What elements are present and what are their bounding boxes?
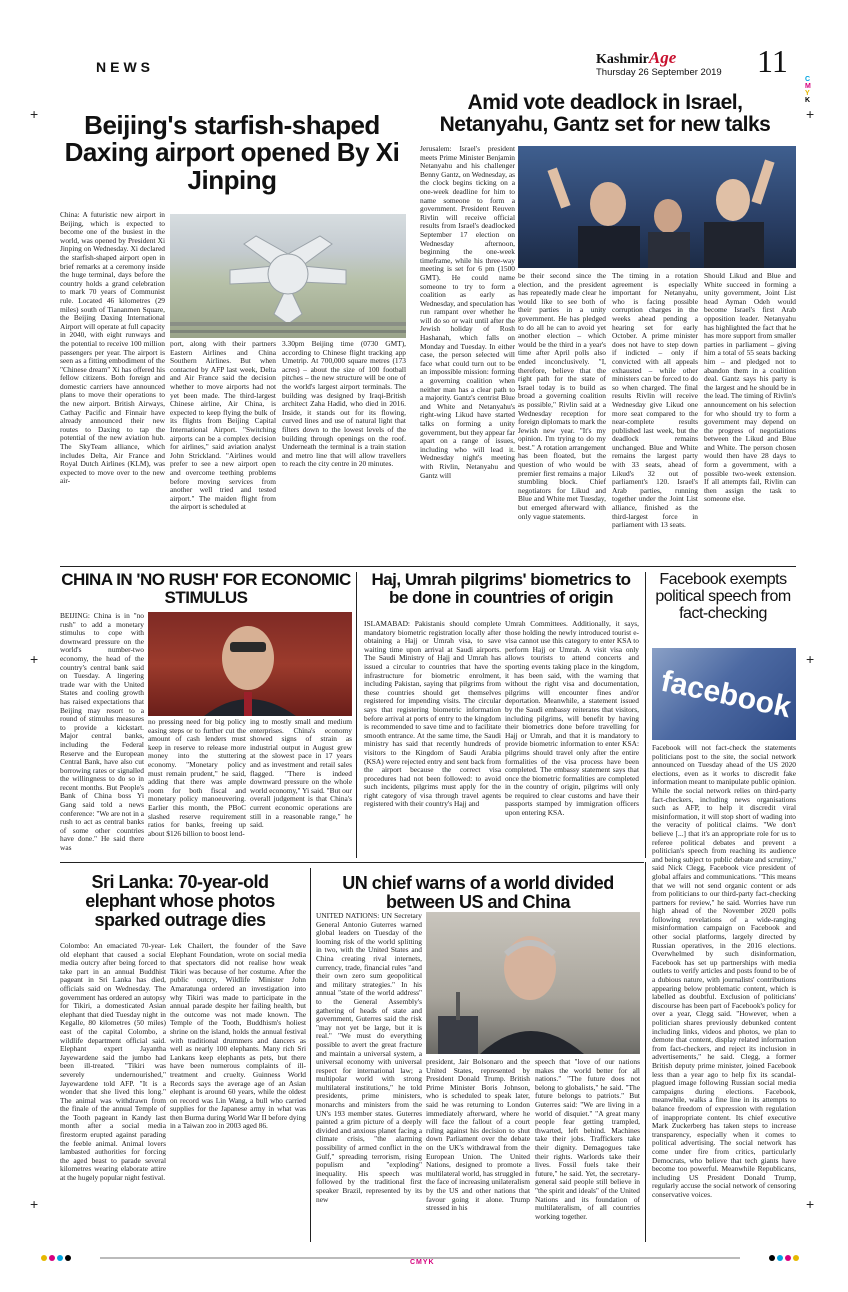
page-number: 11 (757, 43, 788, 79)
masthead-kashmir: Kashmir (596, 52, 649, 67)
israel-col-3: The timing in a rotation agreement is especially important for Netanyahu, who is facing possible corruption charges in the weeks ahead pending a hearing set for early October. A prime minister does not have to step down if indicted – only if convicted with all appeals exhausted – while other ministers can be forced to do so when charged. The final results Rivlin will receive Wednesday give Likud one more seat compared to the near-complete results published last week, but the deadlock remains unchanged. Blue and White remains the largest party with 33 seats, ahead of Likud's 32 out of parliament's 120. Israel's Arab parties, running together under the Joint List alliance, finished as the third-largest force in parliament with 13 seats. (612, 272, 698, 530)
section-label: NEWS (96, 59, 154, 75)
facebook-logo-text: facebook (658, 664, 794, 725)
facebook-logo-photo (652, 648, 796, 740)
china-col-1: BEIJING: China is in "no rush" to add a monetary stimulus to cope with downward pressure on the world's number-two economy, the head of the country's central bank said on Tuesday. A lingering trade war with the United States and cooling growth has raised expectations that Beijing may resort to a round of stimulus measures to provide a kickstart. Major central banks, including the Federal Reserve and the European Central Bank, have also cut borrowing rates or signalled the willingness to do so in recent months. But People's Bank of China boss Yi Gang said told a news conference: "We are not in a rush to act as central banks of some other countries have done." He said there was (60, 612, 144, 853)
un-guterres-photo (426, 912, 640, 1054)
china-col-3: ing to mostly small and medium enterprises. China's economy showed signs of strain as industrial output in August grew at the slowest pace in 17 years and as investment and retail sales flagged. "There is indeed downward pressure on the whole world economy," Yi said. "But our overall judgement is that China's current economic operations are still in a reasonable range," he said. (250, 718, 352, 830)
daxing-headline: Beijing's starfish-shaped Daxing airport opened By Xi Jinping (64, 110, 400, 195)
cmyk-marker-top: C M Y K (805, 76, 811, 104)
issue-date: Thursday 26 September 2019 (596, 67, 722, 78)
color-bar-footer (40, 1249, 800, 1257)
divider-vertical-1 (356, 572, 357, 858)
israel-col-2: be their second since the election, and the president has repeatedly made clear he would like to see both of their parties in a unity government. He has pledged to do all he can to avoid yet another election – which would be the third in a year's time after April polls also ended inconclusively. "I, therefore, believe that the right path for the state of Israel today is to build as broad a governing coalition as possible," Rivlin said at a Wednesday reception for foreign diplomats to mark the Jewish new year. "It's my opinion. I'm trying to do my best." A rotation arrangement has been floated, but the question of who would be premier first remains a major stumbling block. Chief negotiators for Likud and Blue and White met Tuesday, but emerged afterward with only vague statements. (518, 272, 606, 521)
srilanka-col-1: Colombo: An emaciated 70-year-old elephant that caused a social media outcry after being forced to take part in an annual Buddhist pageant in Sri Lanka has died, officials said on Wednesday. The government has ordered an autopsy for Tikiri, a domesticated Asian elephant that died Tuesday night in Kegalle, 80 kilometres (50 miles) east of the capital Colombo, a wildlife department official said. Elephant expert Jayantha Jayewardene said the jumbo had been ill-treated. "Tikiri was severely undernourished," Jayewardene told AFP. "It is a wonder that she lived this long." The animal was withdrawn from the finale of the annual Temple of the Tooth pageant in Kandy last month after a social media firestorm erupted against parading the feeble animal. Animal lovers lambasted authorities for forcing the aged beast to parade several kilometres wearing elaborate attire at the hugely popular night festival. (60, 942, 166, 1183)
divider-mid (60, 862, 644, 863)
facebook-col-1: Facebook will not fact-check the statements politicians post to the site, the social network announced on Tuesday ahead of the US 2020 elections, even as it works to discredit fake information meant to manipulate public opinion. While the social network relies on third-party fact-checkers, including news organisations such as AFP, to help it discredit viral misinformation, it will stop short of wading into the veracity of political claims. "We don't believe [...] that it's an appropriate role for us to referee political debates and prevent a politician's speech from reaching its audience and being subject to public debate and scrutiny," said Nick Clegg, Facebook vice president of global affairs and communications. "This means that we will not send organic content or ads from politicians to our third-party fact-checking partners for review," he said. Worries have run high ahead of the November 2020 polls following revelations of a wide-ranging misinformation campaign on Facebook and other social platforms, largely directed by Russian operatives, in the 2016 elections. Overwhelmed by such disinformation, Facebook has set up partnerships with media outlets to verify articles and posts found to be of a dubious nature, with journalists' contributions appearing below problematic content, which is labelled as doubtful. Exclusion of politicians' discourse has been part of Facebook's policy for over a year, Clegg said. "However, when a politician shares previously debunked content including links, videos and photos, we plan to demote that content, display related information from fact-checkers, and reject its inclusion in advertisements," he said. Clegg, a former British deputy prime minister, joined Facebook less than a year ago to help fix its scandal-plagued image following Russian social media campaigns during elections. Facebook, meanwhile, walks a fine line in its attempts to balance freedom of expression with regulation of inappropriate content. Its chief executive Mark Zuckerberg has taken steps to increase transparency, especially when it comes to political advertising. The social network has come under fire from critics, particularly Democrats, who believe that tech giants have become too powerful. Meanwhile Republicans, including US President Donald Trump, regularly accuse the social network of censoring conservative voices. (652, 744, 796, 1199)
daxing-col-1: China: A futuristic new airport in Beijing, which is expected to become one of the busiest in the world, was opened by President Xi Jinping on Wednesday. Xi declared the starfish-shaped airport open in brief remarks at a ceremony inside the huge terminal, days before the country holds a grand celebration to mark 70 years of Communist rule. Located 46 kilometres (29 miles) south of Tiananmen Square, the Beijing Daxing International Airport will operate at full capacity in 2040, with eight runways and the potential to receive 100 million passengers per year. The airport is seen as a fitting embodiment of the "Chinese dream" Xi has offered his fellow citizens. Both foreign and domestic carriers have announced plans to move their operations to the new airport. British Airways, Cathay Pacific and Finnair have already announced their new routes to Daxing to tap the potential of the new aviation hub. The SkyTeam alliance, which includes Delta, Air France and Royal Dutch Airlines (KLM), was expected to move over to the new air- (60, 211, 165, 486)
cmyk-marker-bottom: CMYK (410, 1259, 435, 1266)
registration-mark-left-bottom: + (30, 1196, 39, 1212)
registration-mark-left-top: + (30, 106, 39, 122)
divider-vertical-2 (645, 572, 646, 858)
registration-mark-left-mid: + (30, 651, 39, 667)
srilanka-headline: Sri Lanka: 70-year-old elephant whose photos sparked outrage dies (85, 872, 275, 930)
hajj-col-2: Umrah Committees. Additionally, it says, those holding the newly introduced tourist e-visa cannot use this category to enter KSA to perform Hajj or Umrah. A visit visa only allows tourists to attend concerts and sporting events taking place in the kingdom, it has been said, with the warning that without the right visa and documentation, pilgrims will encounter fines and/or deportation. Meanwhile, a statement issued by the Saudi embassy reiterates that visitors, including pilgrims, will benefit by having their biometrics done before travelling for Hajj or Umrah, and that it is mandatory to provide biometric information to enter KSA: pilgrims should travel only after the entire formalities of the visa process have been completed. The embassy statement says that once the biometric formalities are completed in the country of origin, pilgrims will only be required to clear customs and have their passports stamped by immigration officers upon entering KSA. (505, 620, 639, 818)
daxing-airport-photo (170, 214, 406, 338)
israel-col-1: Jerusalem: Israel's president meets Prime Minister Benjamin Netanyahu and his challenger Benny Gantz, on Wednesday, as the clock begins ticking on a one-week deadline for him to name someone to form a government. President Reuven Rivlin will receive official results from Israel's deadlocked September 17 election on Wednesday afternoon, beginning the one-week timeframe, while his three-way meeting is set for 6 pm (1500 GMT). He could name someone to try to form a coalition as early as Wednesday, and speculation has run rampant over whether he will do so or wait until after the Jewish holiday of Rosh Hashanah, which falls on Monday and Tuesday. In either case, the person selected will face what could turn out to be an impossible mission: forming a governing coalition when neither man has a clear path to a majority. Gantz's centrist Blue and White and Netanyahu's right-wing Likud have started talks on forming a unity government, but they appear far apart on a range of issues, including who will lead it. Wednesday night's meeting with Rivlin, Netanyahu and Gantz will (420, 145, 515, 480)
israel-headline: Amid vote deadlock in Israel, Netanyahu, Gantz set for new talks (439, 91, 771, 137)
un-headline: UN chief warns of a world divided between US and China (342, 873, 614, 912)
divider-vertical-3 (645, 862, 646, 1242)
daxing-col-3: 3.30pm Beijing time (0730 GMT), according to Chinese flight tracking app Umetrip. At 700,000 square metres (173 acres) – about the size of 100 football pitches – the new structure will be one of the world's largest airport terminals. The building was designed by Iraqi-British architect Zaha Hadid, who died in 2016. Inside, it stands out for its flowing, curved lines and use of natural light that filters down to the lowest levels of the building through openings on the roof. Underneath the terminal is a train station and metro line that will allow travellers to reach the city centre in 20 minutes. (282, 340, 406, 469)
registration-mark-right-bottom: + (806, 1196, 815, 1212)
facebook-headline: Facebook exempts political speech from fact-checking (655, 571, 791, 622)
china-col-2: no pressing need for big policy easing steps or to further cut the amount of cash lenders must keep in reserve to release more money into the stuttering economy. "Monetary policy must remain prudent," he said, adding that there was ample room for both fiscal and monetary policy manoeuvering. Earlier this month, the PBoC slashed reserve requirement ratios for banks, freeing up about $126 billion to boost lend- (148, 718, 246, 838)
un-col-2: president, Jair Bolsonaro and the United States, represented by President Donald Trump. British Prime Minister Boris Johnson, who is scheduled to speak later, said he was returning to London immediately afterward, where he will face the fallout of a court ruling against his decision to shut down Parliament over the debate on the UK's withdrawal from the European Union. The United Nations, designed to promote a multilateral world, has struggled in the face of increasing unilateralism by the US and other nations that favour going it alone. Trump stressed in his (426, 1058, 530, 1213)
masthead-logo (596, 48, 676, 68)
china-headline: CHINA IN 'NO RUSH' FOR ECONOMIC STIMULUS (61, 570, 351, 607)
divider-top (60, 566, 796, 567)
srilanka-col-2: Lek Chailert, the founder of the Save Elephant Foundation, wrote on social media that spectators did not realise how weak Tikiri was because of her costume. After the public outcry, Wildlife Minister John Amaratunga ordered an investigation into why Tikiri was made to participate in the annual parade despite her failing health, but the outcome was not made known. The Temple of the Tooth, Buddhism's holiest shrine on the island, holds the annual festival with traditional drummers and dancers as well as nearly 100 elephants. Many rich Sri Lankans keep elephants as pets, but there have been numerous complaints of ill-treatment and cruelty. Guinness World Records says the average age of an Asian elephant is around 60 years, while the oldest on record was Lin Wang, a bull who carried supplies for the Japanese army in what was then Burma during World War II before dying in a Taiwan zoo in 2003 aged 86. (170, 942, 306, 1131)
un-col-3: speech that "love of our nations makes the world better for all nations." "The future does not belong to globalists," he said. "The future belongs to patriots." But Guterres said: "We are living in a world of disquiet." "A great many people fear getting trampled, thwarted, left behind. Machines take their jobs. Traffickers take their dignity. Demagogues take their rights. Warlords take their lives. Fossil fuels take their future," he said. Yet, the secretary-general said people still believe in "the spirit and ideals" of the United Nations and its foundation of multilateralism, of all countries working together. (535, 1058, 640, 1221)
hajj-col-1: ISLAMABAD: Pakistanis should complete mandatory biometric registration locally after obtaining a Hajj or Umrah visa, to save waiting time upon arrival at Saudi airports. The Saudi Ministry of Hajj and Umrah has issued a circular to countries that have the infrastructure for biometric enrolment, including Pakistan, saying that pilgrims from these countries should get themselves registered for impending visits. The circular says that registering biometric information before arrival at ports of entry to the kingdom is recommended to save time and to facilitate smooth entrance. At the same time, the Saudi ministry has said that recently hundreds of visitors to the Kingdom of Saudi Arabia (KSA) were rejected entry and sent back from the airport because the correct visa procedures had not been followed: to avoid such incidents, pilgrims must apply for the right category of visa through travel agents registered with their country's Hajj and (364, 620, 501, 809)
registration-mark-right-mid: + (806, 651, 815, 667)
hajj-headline: Haj, Umrah pilgrims' biometrics to be done in countries of origin (371, 570, 631, 607)
divider-vertical-4 (310, 868, 311, 1242)
china-banker-photo (148, 612, 352, 716)
israel-col-4: Should Likud and Blue and White succeed in forming a unity government, Joint List head Ayman Odeh would become Israel's first Arab opposition leader. Netanyahu has highlighted the fact that he has more support from smaller parties in parliament – giving him a total of 55 seats backing him – and pledged not to abandon them in a coalition deal. Gantz says his party is the largest and he should be in the lead. The timing of Rivlin's announcement on his selection for who should try to form a government may depend on the progress of negotiations between the Likud and Blue and White. The person chosen would then have 28 days to form a government, with a possible two-week extension. If all attempts fail, Rivlin can then assign the task to someone else. (704, 272, 796, 504)
registration-mark-right-top: + (806, 106, 815, 122)
un-col-1: UNITED NATIONS: UN Secretary General Antonio Guterres warned global leaders on Tuesday of the looming risk of the world splitting in two, with the United States and China creating rival internets, currency, trade, financial rules "and their own zero sum geopolitical and military strategies." In his annual "state of the world address" to the General Assembly's gathering of heads of state and government, Guterres said the risk "may not yet be large, but it is real." "We must do everything possible to avert the great fracture and maintain a universal system, a universal economy with universal respect for international law; a multipolar world with strong multilateral institutions," he told presidents, prime ministers, monarchs and ministers from the UN's 193 member states. Guterres painted a grim picture of a deeply divided and anxious planet facing a climate crisis, "the alarming possibility of armed conflict in the Gulf," spreading terrorism, rising populism and "exploding" inequality. His speech was followed by the traditional first speaker Brazil, represented by its new (316, 912, 422, 1204)
israel-leaders-photo (518, 146, 796, 268)
masthead-age: Age (648, 48, 677, 67)
daxing-col-2: port, along with their partners Eastern Airlines and China Southern Airlines. But when contacted by AFP last week, Delta and Air France said the decision whether to move airports had not yet been made. The third-largest Chinese airline, Air China, is expected to keep flying the bulk of its flights from Beijing Capital International Airport. "Switching airports can be a complex decision for airlines," said aviation analyst John Strickland. "Airlines would prefer to see a new airport open and overcome teething problems before moving services from another well tried and tested airport." The maiden flight from the airport is scheduled at (170, 340, 276, 512)
